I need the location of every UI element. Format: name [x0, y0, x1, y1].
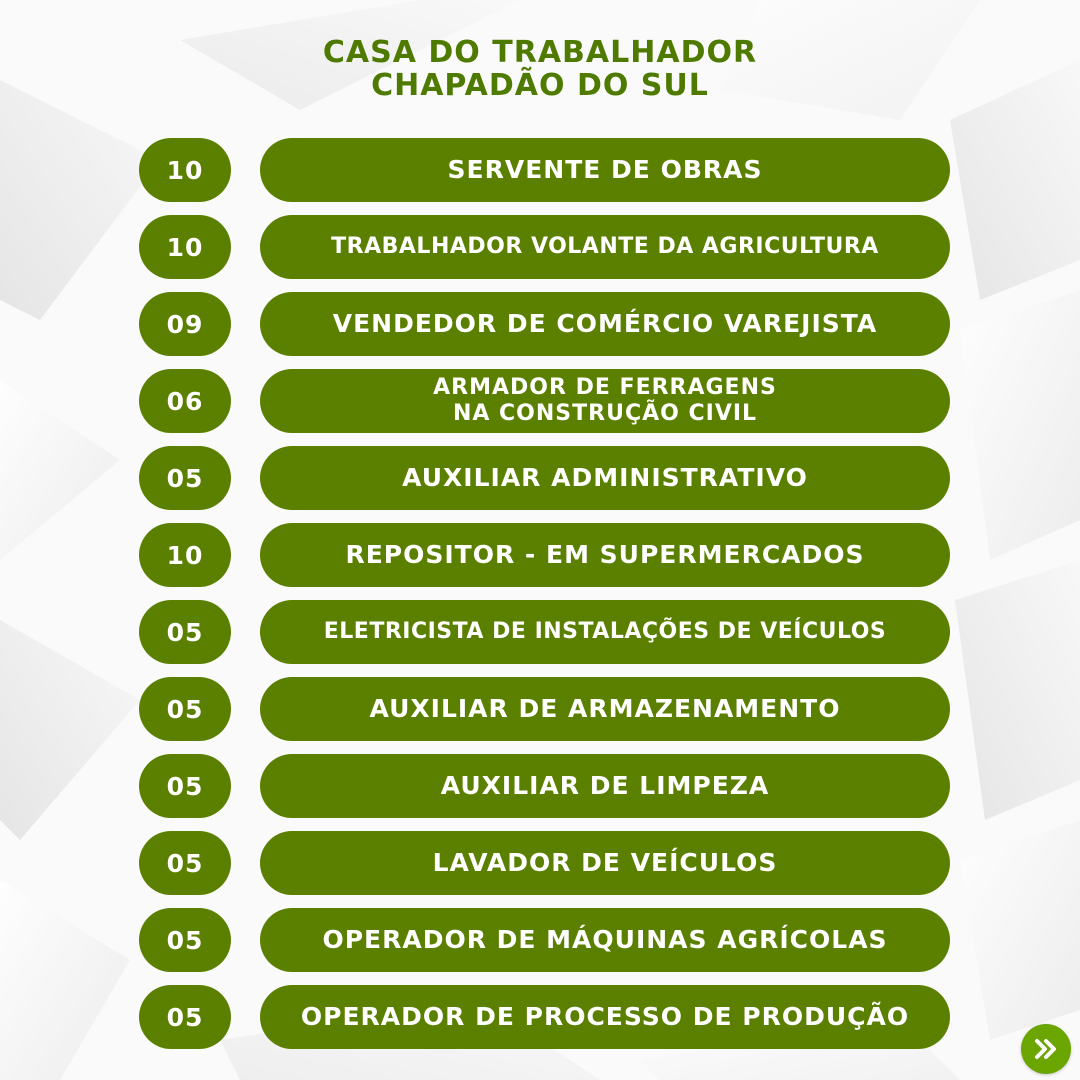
vacancy-count-badge: 09: [139, 292, 231, 356]
job-title-pill: ARMADOR DE FERRAGENS NA CONSTRUÇÃO CIVIL: [260, 369, 950, 433]
job-title-pill: REPOSITOR - EM SUPERMERCADOS: [260, 523, 950, 587]
list-item: [0, 831, 1080, 895]
vacancy-count-badge: 10: [139, 523, 231, 587]
vacancy-count-badge: 05: [139, 754, 231, 818]
list-item: [0, 677, 1080, 741]
list-item: [0, 138, 1080, 202]
job-title-pill: OPERADOR DE PROCESSO DE PRODUÇÃO: [260, 985, 950, 1049]
list-item: [0, 600, 1080, 664]
vacancy-count-badge: 05: [139, 985, 231, 1049]
list-item: [0, 908, 1080, 972]
job-title-pill: AUXILIAR DE ARMAZENAMENTO: [260, 677, 950, 741]
vacancy-count-badge: 06: [139, 369, 231, 433]
list-item: [0, 523, 1080, 587]
list-item: [0, 215, 1080, 279]
vacancy-count-badge: 10: [139, 138, 231, 202]
list-item: [0, 292, 1080, 356]
vacancy-count-badge: 05: [139, 677, 231, 741]
page-title-line2: CHAPADÃO DO SUL: [371, 68, 709, 103]
next-button[interactable]: [1021, 1024, 1071, 1074]
double-chevron-right-icon: [1032, 1035, 1060, 1063]
list-item: [0, 754, 1080, 818]
job-title-pill: LAVADOR DE VEÍCULOS: [260, 831, 950, 895]
vacancy-count-badge: 05: [139, 908, 231, 972]
list-item: [0, 985, 1080, 1049]
list-item: [0, 369, 1080, 433]
vacancy-count-badge: 10: [139, 215, 231, 279]
vacancy-count-badge: 05: [139, 831, 231, 895]
page-title-line1: CASA DO TRABALHADOR: [322, 35, 758, 70]
vacancy-count-badge: 05: [139, 600, 231, 664]
job-title-pill: VENDEDOR DE COMÉRCIO VAREJISTA: [260, 292, 950, 356]
job-title-pill: SERVENTE DE OBRAS: [260, 138, 950, 202]
job-title-pill: OPERADOR DE MÁQUINAS AGRÍCOLAS: [260, 908, 950, 972]
vacancy-count-badge: 05: [139, 446, 231, 510]
job-title-pill: AUXILIAR DE LIMPEZA: [260, 754, 950, 818]
job-title-pill: ELETRICISTA DE INSTALAÇÕES DE VEÍCULOS: [260, 600, 950, 664]
job-title-pill: AUXILIAR ADMINISTRATIVO: [260, 446, 950, 510]
job-title-pill: TRABALHADOR VOLANTE DA AGRICULTURA: [260, 215, 950, 279]
list-item: [0, 446, 1080, 510]
